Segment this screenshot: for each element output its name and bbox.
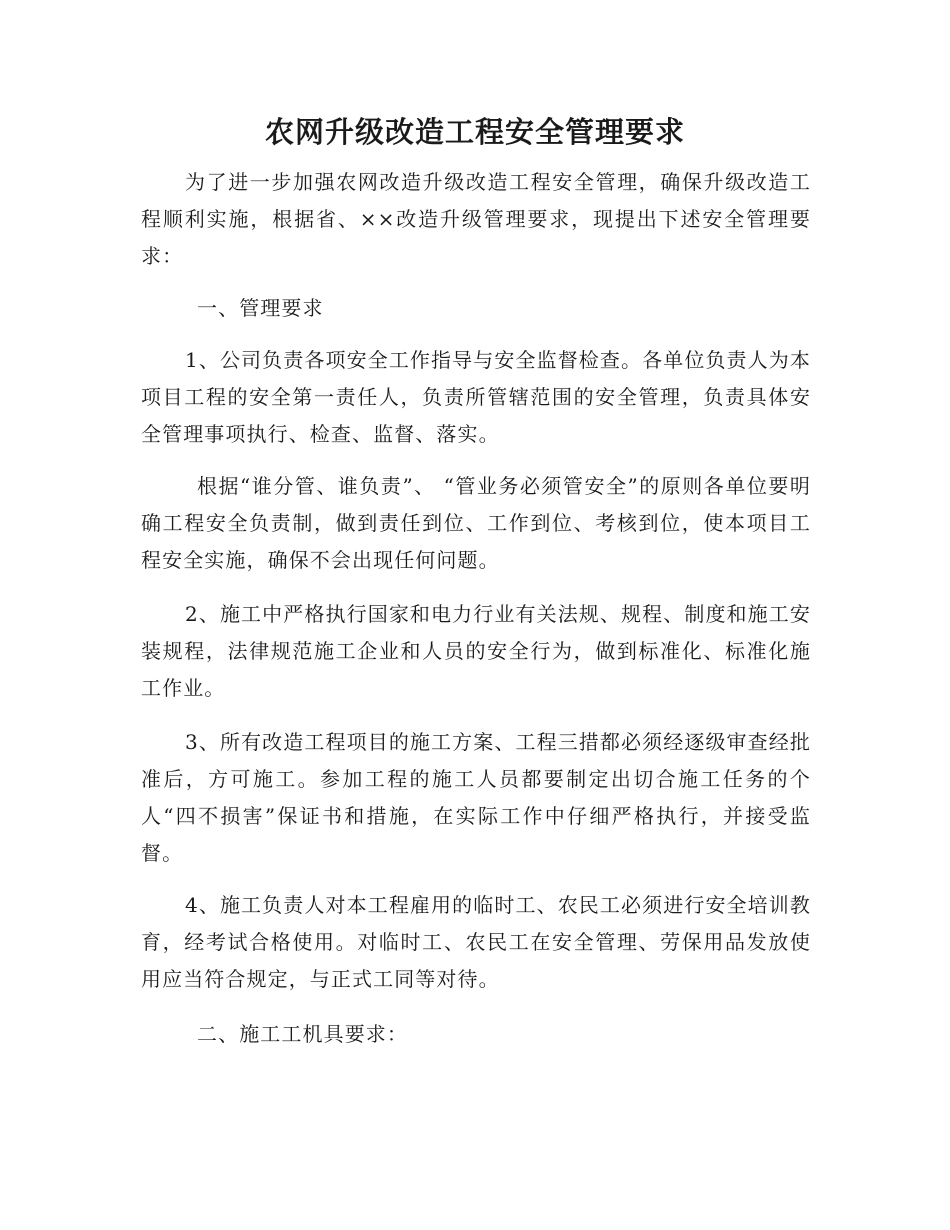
paragraph-item-1-continued: 根据“谁分管、谁负责”、 “管业务必须管安全”的原则各单位要明确工程安全负责制，做到责任到位、工作到位、考核到位，使本项目工程安全实施，确保不会出现任何问题。 — [141, 474, 811, 572]
section-heading-management: 一、管理要求 — [197, 296, 324, 320]
paragraph-item-3: 3、所有改造工程项目的施工方案、工程三措都必须经逐级审查经批准后，方可施工。参加工程的施工人员都要制定出切合施工任务的个人“四不损害”保证书和措施，在实际工作中仔细严格执行，并接受监督。 — [141, 730, 811, 865]
paragraph-item-4: 4、施工负责人对本工程雇用的临时工、农民工必须进行安全培训教育，经考试合格使用。对临时工、农民工在安全管理、劳保用品发放使用应当符合规定，与正式工同等对待。 — [141, 893, 811, 991]
intro-paragraph: 为了进一步加强农网改造升级改造工程安全管理，确保升级改造工程顺利实施，根据省、××改造升级管理要求，现提出下述安全管理要求： — [141, 170, 811, 268]
section-heading-tools: 二、施工工机具要求： — [197, 1022, 408, 1046]
document-title: 农网升级改造工程安全管理要求 — [264, 115, 685, 149]
paragraph-item-1: 1、公司负责各项安全工作指导与安全监督检查。各单位负责人为本项目工程的安全第一责任人，负责所管辖范围的安全管理，负责具体安全管理事项执行、检查、监督、落实。 — [141, 348, 811, 446]
paragraph-item-2: 2、施工中严格执行国家和电力行业有关法规、规程、制度和施工安装规程，法律规范施工企业和人员的安全行为，做到标准化、标准化施工作业。 — [141, 602, 811, 700]
